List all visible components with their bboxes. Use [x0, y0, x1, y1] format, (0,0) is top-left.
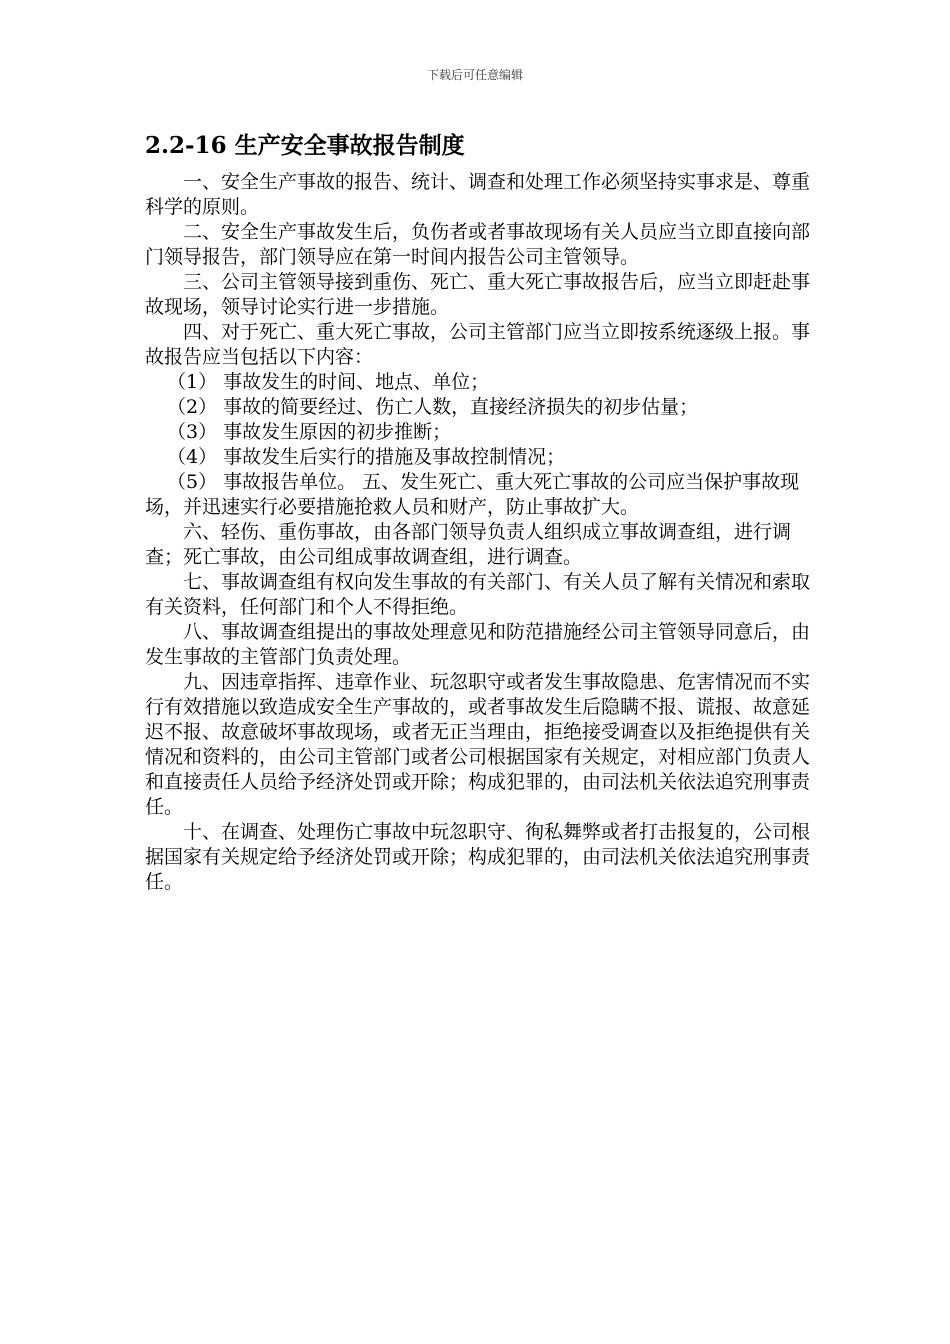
list-item-1: （1） 事故发生的时间、地点、单位； — [167, 371, 490, 393]
document-title: 2.2-16 生产安全事故报告制度 — [145, 132, 465, 159]
document-body — [145, 130, 813, 895]
list-item-4: （4） 事故发生后实行的措施及事故控制情况； — [167, 446, 566, 468]
list-item-5: （5） 事故报告单位。 五、发生死亡、重大死亡事故的公司应当保护事故现场，并迅速实行必要措施抢救人员和财产，防止事故扩大。 — [145, 471, 800, 518]
paragraph-2: 二、安全生产事故发生后，负伤者或者事故现场有关人员应当立即直接向部门领导报告，部门领导应在第一时间内报告公司主管领导。 — [145, 221, 811, 268]
paragraph-10: 十、在调查、处理伤亡事故中玩忽职守、徇私舞弊或者打击报复的，公司根据国家有关规定给予经济处罚或开除；构成犯罪的，由司法机关依法追究刑事责任。 — [145, 821, 811, 893]
paragraph-7: 七、事故调查组有权向发生事故的有关部门、有关人员了解有关情况和索取有关资料，任何部门和个人不得拒绝。 — [145, 571, 811, 618]
paragraph-4: 四、对于死亡、重大死亡事故，公司主管部门应当立即按系统逐级上报。事故报告应当包括以下内容： — [145, 321, 811, 368]
header-note: 下载后可任意编辑 — [426, 68, 523, 82]
paragraph-9: 九、因违章指挥、违章作业、玩忽职守或者发生事故隐患、危害情况而不实行有效措施以致造成安全生产事故的，或者事故发生后隐瞒不报、谎报、故意延迟不报、故意破坏事故现场，或者无正当理由，拒绝接受调查以及拒绝提供有关情况和资料的，由公司主管部门或者公司根据国家有关规定，对相应部门负责人和直接责任人员给予经济处罚或开除；构成犯罪的，由司法机关依法追究刑事责任。 — [145, 671, 811, 818]
paragraph-1: 一、安全生产事故的报告、统计、调查和处理工作必须坚持实事求是、尊重科学的原则。 — [145, 171, 811, 218]
list-item-2: （2） 事故的简要经过、伤亡人数，直接经济损失的初步估量； — [167, 396, 699, 418]
paragraph-6: 六、轻伤、重伤事故，由各部门领导负责人组织成立事故调查组，进行调查；死亡事故，由公司组成事故调查组，进行调查。 — [145, 521, 792, 568]
paragraph-8: 八、事故调查组提出的事故处理意见和防范措施经公司主管领导同意后，由发生事故的主管部门负责处理。 — [145, 621, 811, 668]
paragraph-3: 三、公司主管领导接到重伤、死亡、重大死亡事故报告后，应当立即赶赴事故现场，领导讨论实行进一步措施。 — [145, 271, 811, 318]
list-item-3: （3） 事故发生原因的初步推断； — [167, 421, 452, 443]
